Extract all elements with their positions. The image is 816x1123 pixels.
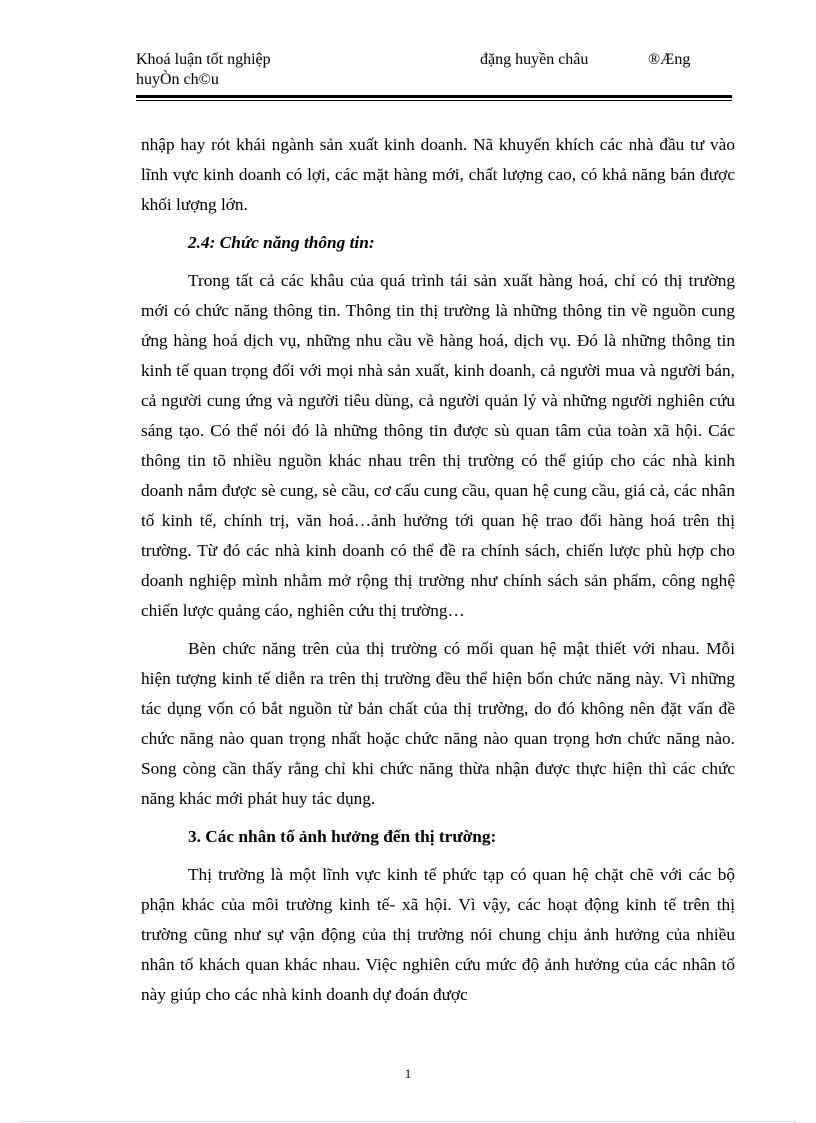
paragraph-continuation: nhập hay rót khái ngành sản xuất kinh doanh. Nã khuyến khích các nhà đầu tư vào lĩnh vực kinh doanh có lợi, các mặt hàng mới, chất lượng cao, có khả năng bán được khối lượng lớn. [141, 135, 735, 214]
paragraph-market-factors: Thị trường là một lĩnh vực kinh tế phức tạp có quan hệ chặt chẽ với các bộ phận khác của môi trường kinh tế- xã hội. Vì vậy, các hoạt động kinh tế trên thị trường cũng như sự vận động của thị trường nói chung chịu ảnh hưởng của nhiều nhân tố khách quan khác nhau. Việc nghiên cứu mức độ ảnh hưởng của các nhân tố này giúp cho các nhà kinh doanh dự đoán được [141, 865, 735, 1004]
header-author-surname-garbled: ®Æng [648, 51, 691, 68]
document-body [141, 130, 735, 1010]
section-heading-3: 3. Các nhân tố ảnh hưởng đến thị trường: [188, 827, 497, 846]
section-heading-2-4: 2.4: Chức năng thông tin: [188, 233, 375, 252]
header-author-name: đặng huyền châu [480, 51, 589, 68]
paragraph-information-function: Trong tất cả các khâu của quá trình tái sản xuất hàng hoá, chỉ có thị trường mới có chức năng thông tin. Thông tin thị trường là những thông tin về nguồn cung ứng hàng hoá dịch vụ, những nhu cầu về hàng hoá, dịch vụ. Đó là những thông tin kinh tế quan trọng đối với mọi nhà sản xuất, kinh doanh, cả người mua và người bán, cả người cung ứng và người tiêu dùng, cả người quản lý và những người nghiên cứu sáng tạo. Có thể nói đó là những thông tin được sù quan tâm của toàn xã hội. Các thông tin tõ nhiều nguồn khác nhau trên thị trường có thể giúp cho các nhà kinh doanh nắm được sè cung, sè cầu, cơ cấu cung cầu, quan hệ cung cầu, giá cả, các nhân tố kinh tế, chính trị, văn hoá…ảnh hưởng tới quan hệ trao đổi hàng hoá trên thị trường. Từ đó các nhà kinh doanh có thể đề ra chính sách, chiến lược phù hợp cho doanh nghiệp mình nhằm mở rộng thị trường như chính sách sản phẩm, công nghệ chiến lược quảng cáo, nghiên cứu thị trường… [141, 271, 735, 620]
header-thesis-label: Khoá luận tốt nghiệp [136, 51, 271, 68]
header-author-garbled: huyÒn ch©u [136, 71, 219, 88]
header-rule-thick [136, 95, 732, 98]
header-rule-thin [136, 100, 732, 101]
page-number: 1 [404, 1066, 412, 1081]
paragraph-four-functions: Bèn chức năng trên của thị trường có mối quan hệ mật thiết với nhau. Mỗi hiện tượng kinh tế diễn ra trên thị trường đều thể hiện bốn chức năng này. Vì những tác dụng vốn có bắt nguồn từ bản chất của thị trường, do đó không nên đặt vấn đề chức năng nào quan trọng nhất hoặc chức năng nào quan trọng hơn chức năng nào. Song còng cần thấy rằng chỉ khi chức năng thừa nhận được thực hiện thì các chức năng khác mới phát huy tác dụng. [141, 639, 735, 808]
page-bottom-divider [20, 1121, 796, 1122]
